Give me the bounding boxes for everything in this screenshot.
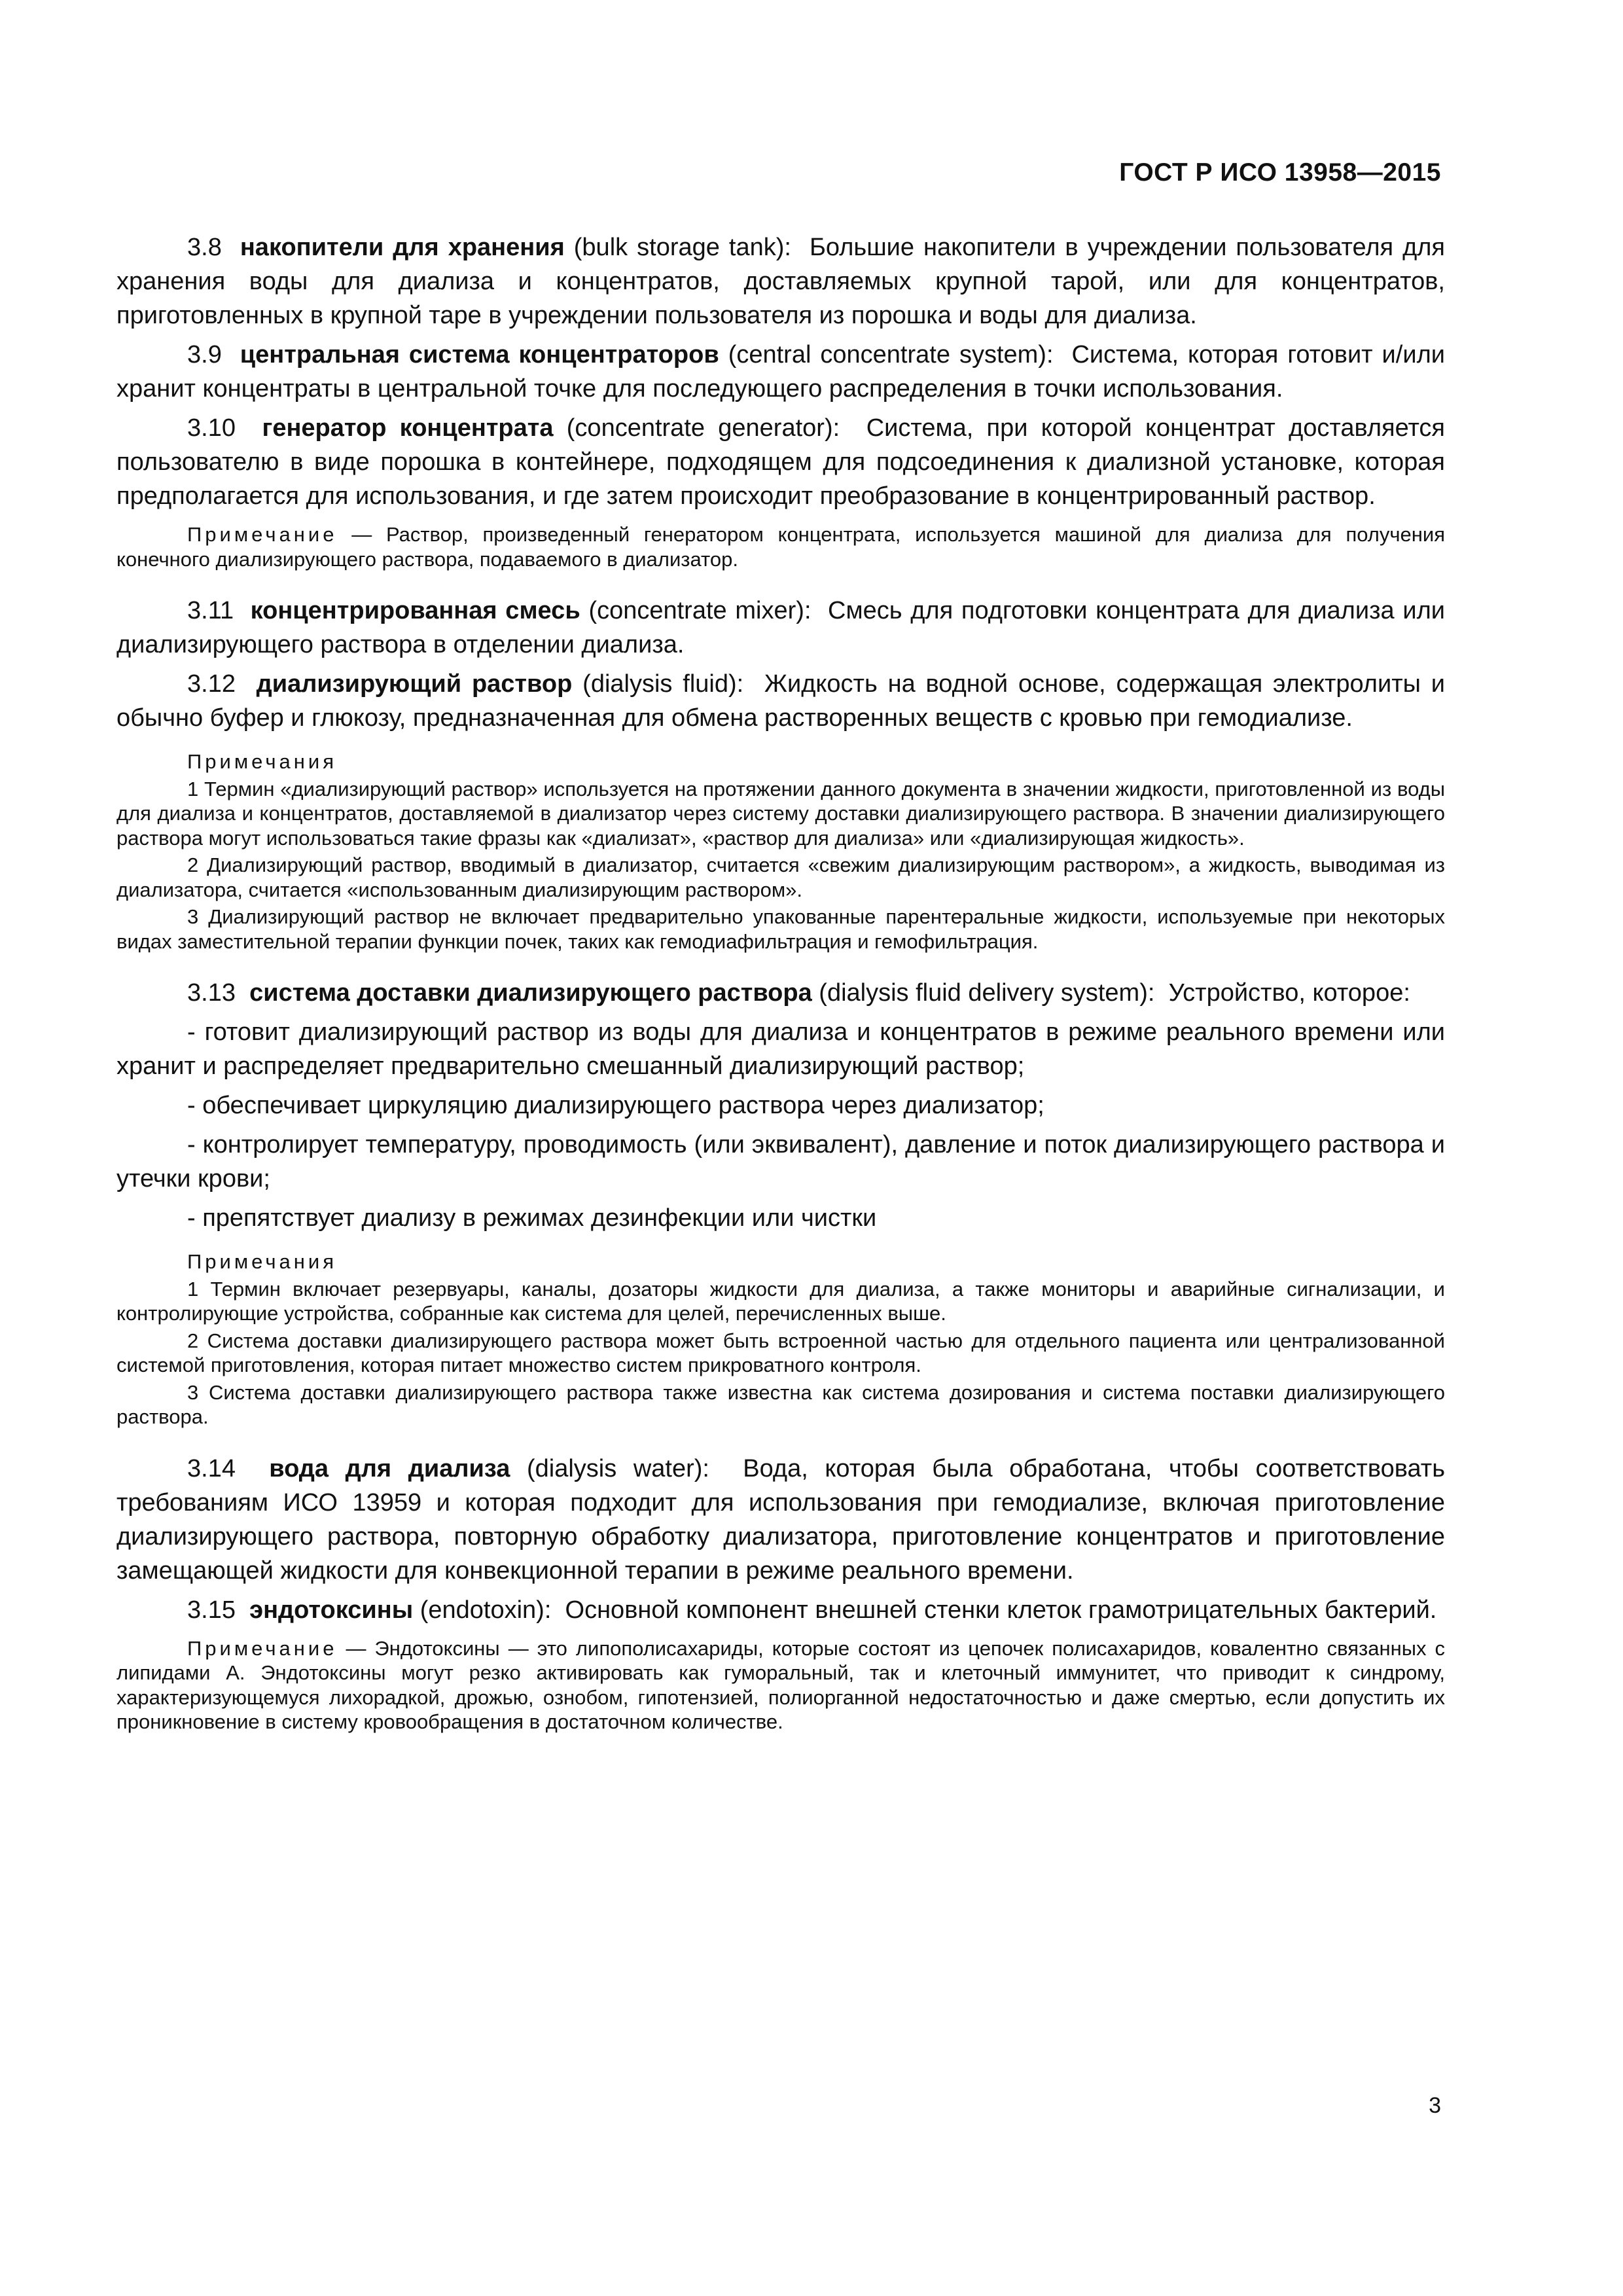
term-title: накопители для хранения (240, 234, 565, 261)
term-3-10 (116, 411, 1445, 513)
term-title: генератор концентрата (262, 414, 554, 442)
term-definition: Система, при которой концентрат доставляется пользователю в виде порошка в контейнере, подходящем для подсоединения к диализной установке, которая предполагается для использования, и где затем происходит преобразование в концентрированный раствор. (116, 414, 1445, 510)
term-definition: Смесь для подготовки концентрата для диализа или диализирующего раствора в отделении диализа. (116, 597, 1446, 658)
term-english: (concentrate mixer): (588, 597, 812, 624)
note-item: 2 Система доставки диализирующего раствора может быть встроенной частью для отдельного пациента или централизованной системой приготовления, которая питает множество систем прикроватного контроля. (116, 1329, 1445, 1376)
term-3-11 (116, 594, 1445, 662)
note-item: 1 Термин включает резервуары, каналы, дозаторы жидкости для диализа, а также мониторы и аварийные сигнализации, и контролирующие устройства, собранные как система для целей, перечисленных выше. (116, 1277, 1445, 1325)
term-3-8 (116, 230, 1445, 332)
term-number: 3.14 (187, 1454, 236, 1482)
notes-3-12 (116, 749, 1445, 954)
bullet-item: - контролирует температуру, проводимость (или эквивалент), давление и поток диализирующего раствора и утечки крови; (116, 1131, 1445, 1193)
bullet-item: - готовит диализирующий раствор из воды для диализа и концентратов в режиме реального времени или хранит и распределяет предварительно смешанный диализирующий раствор; (116, 1018, 1445, 1080)
term-number: 3.13 (187, 979, 236, 1007)
notes-3-13 (116, 1249, 1445, 1429)
term-english: (bulk storage tank): (573, 234, 791, 261)
note-3-10 (116, 522, 1445, 571)
term-number: 3.11 (187, 597, 234, 624)
note-3-15 (116, 1636, 1445, 1734)
term-title: эндотоксины (249, 1596, 414, 1624)
note-label: Примечание (187, 1636, 338, 1660)
note-item: 1 Термин «диализирующий раствор» используется на протяжении данного документа в значении жидкости, приготовленной из воды для диализа и концентратов, доставляемой в диализатор через систему доставки диализирующего раствора. В значении диализирующего раствора могут использоваться такие фразы как «диализат», «раствор для диализа» или «диализирующая жидкость». (116, 777, 1445, 850)
bullet-item: - обеспечивает циркуляцию диализирующего раствора через диализатор; (187, 1092, 1044, 1119)
term-title: диализирующий раствор (256, 670, 573, 698)
note-label: Примечание (187, 523, 338, 546)
term-english: (dialysis water): (526, 1454, 709, 1482)
term-title: центральная система концентраторов (240, 341, 719, 368)
term-definition: Устройство, которое: (1168, 979, 1410, 1007)
term-english: (dialysis fluid delivery system): (819, 979, 1155, 1007)
term-english: (dialysis fluid): (582, 670, 744, 698)
note-item: 3 Диализирующий раствор не включает предварительно упакованные парентеральные жидкости, используемые при некоторых видах заместительной терапии функции почек, таких как гемодиафильтрация и гемофильтрация. (116, 905, 1445, 953)
note-item: 2 Диализирующий раствор, вводимый в диализатор, считается «свежим диализирующим раствором», а жидкость, выводимая из диализатора, считается «использованным диализирующим раствором». (116, 853, 1445, 901)
page-number: 3 (1429, 2093, 1441, 2118)
notes-heading: Примечания (187, 1250, 337, 1273)
term-english: (endotoxin): (419, 1596, 552, 1624)
term-title: концентрированная смесь (250, 597, 580, 624)
term-definition: Жидкость на водной основе, содержащая электролиты и обычно буфер и глюкозу, предназначенная для обмена растворенных веществ с кровью при гемодиализе. (116, 670, 1445, 732)
term-title: вода для диализа (269, 1454, 510, 1482)
term-number: 3.10 (187, 414, 236, 442)
note-text: — Раствор, произведенный генератором концентрата, используется машиной для диализа для получения конечного диализирующего раствора, подаваемого в диализатор. (116, 523, 1445, 571)
bullet-item: - препятствует диализу в режимах дезинфекции или чистки (187, 1204, 877, 1232)
document-body (116, 230, 1445, 1757)
term-definition: Вода, которая была обработана, чтобы соответствовать требованиям ИСО 13959 и которая подходит для использования при гемодиализе, включая приготовление диализирующего раствора, повторную обработку диализатора, приготовление концентратов и приготовление замещающей жидкости для конвекционной терапии в режиме реального времени. (116, 1454, 1445, 1585)
term-definition: Система, которая готовит и/или хранит концентраты в центральной точке для последующего распределения в точки использования. (116, 341, 1445, 403)
term-3-12 (116, 667, 1445, 735)
term-definition: Большие накопители в учреждении пользователя для хранения воды для диализа и концентратов, доставляемых крупной тарой, или для концентратов, приготовленных в крупной таре в учреждении пользователя из порошка и воды для диализа. (116, 234, 1446, 329)
term-number: 3.8 (187, 234, 222, 261)
term-definition: Основной компонент внешней стенки клеток грамотрицательных бактерий. (565, 1596, 1437, 1624)
standard-header: ГОСТ Р ИСО 13958—2015 (1119, 158, 1441, 187)
term-3-9 (116, 338, 1445, 406)
term-title: система доставки диализирующего раствора (249, 979, 812, 1007)
term-3-15 (116, 1593, 1445, 1627)
term-english: (central concentrate system): (728, 341, 1054, 368)
term-number: 3.9 (187, 341, 222, 368)
note-text: — Эндотоксины — это липополисахариды, которые состоят из цепочек полисахаридов, ковалентно связанных с липидами А. Эндотоксины могут резко активировать как гуморальный, так и клеточный иммунитет, что приводит к синдрому, характеризующемуся лихорадкой, дрожью, ознобом, гипотензией, полиорганной недостаточностью и даже смертью, если допустить их проникновение в систему кровообращения в достаточном количестве. (116, 1636, 1445, 1733)
term-number: 3.15 (187, 1596, 236, 1624)
term-3-14 (116, 1452, 1445, 1588)
term-english: (concentrate generator): (566, 414, 840, 442)
notes-heading: Примечания (187, 750, 337, 773)
note-item: 3 Система доставки диализирующего раствора также известна как система дозирования и система поставки диализирующего раствора. (116, 1380, 1445, 1428)
term-number: 3.12 (187, 670, 236, 698)
term-3-13 (116, 976, 1445, 1010)
